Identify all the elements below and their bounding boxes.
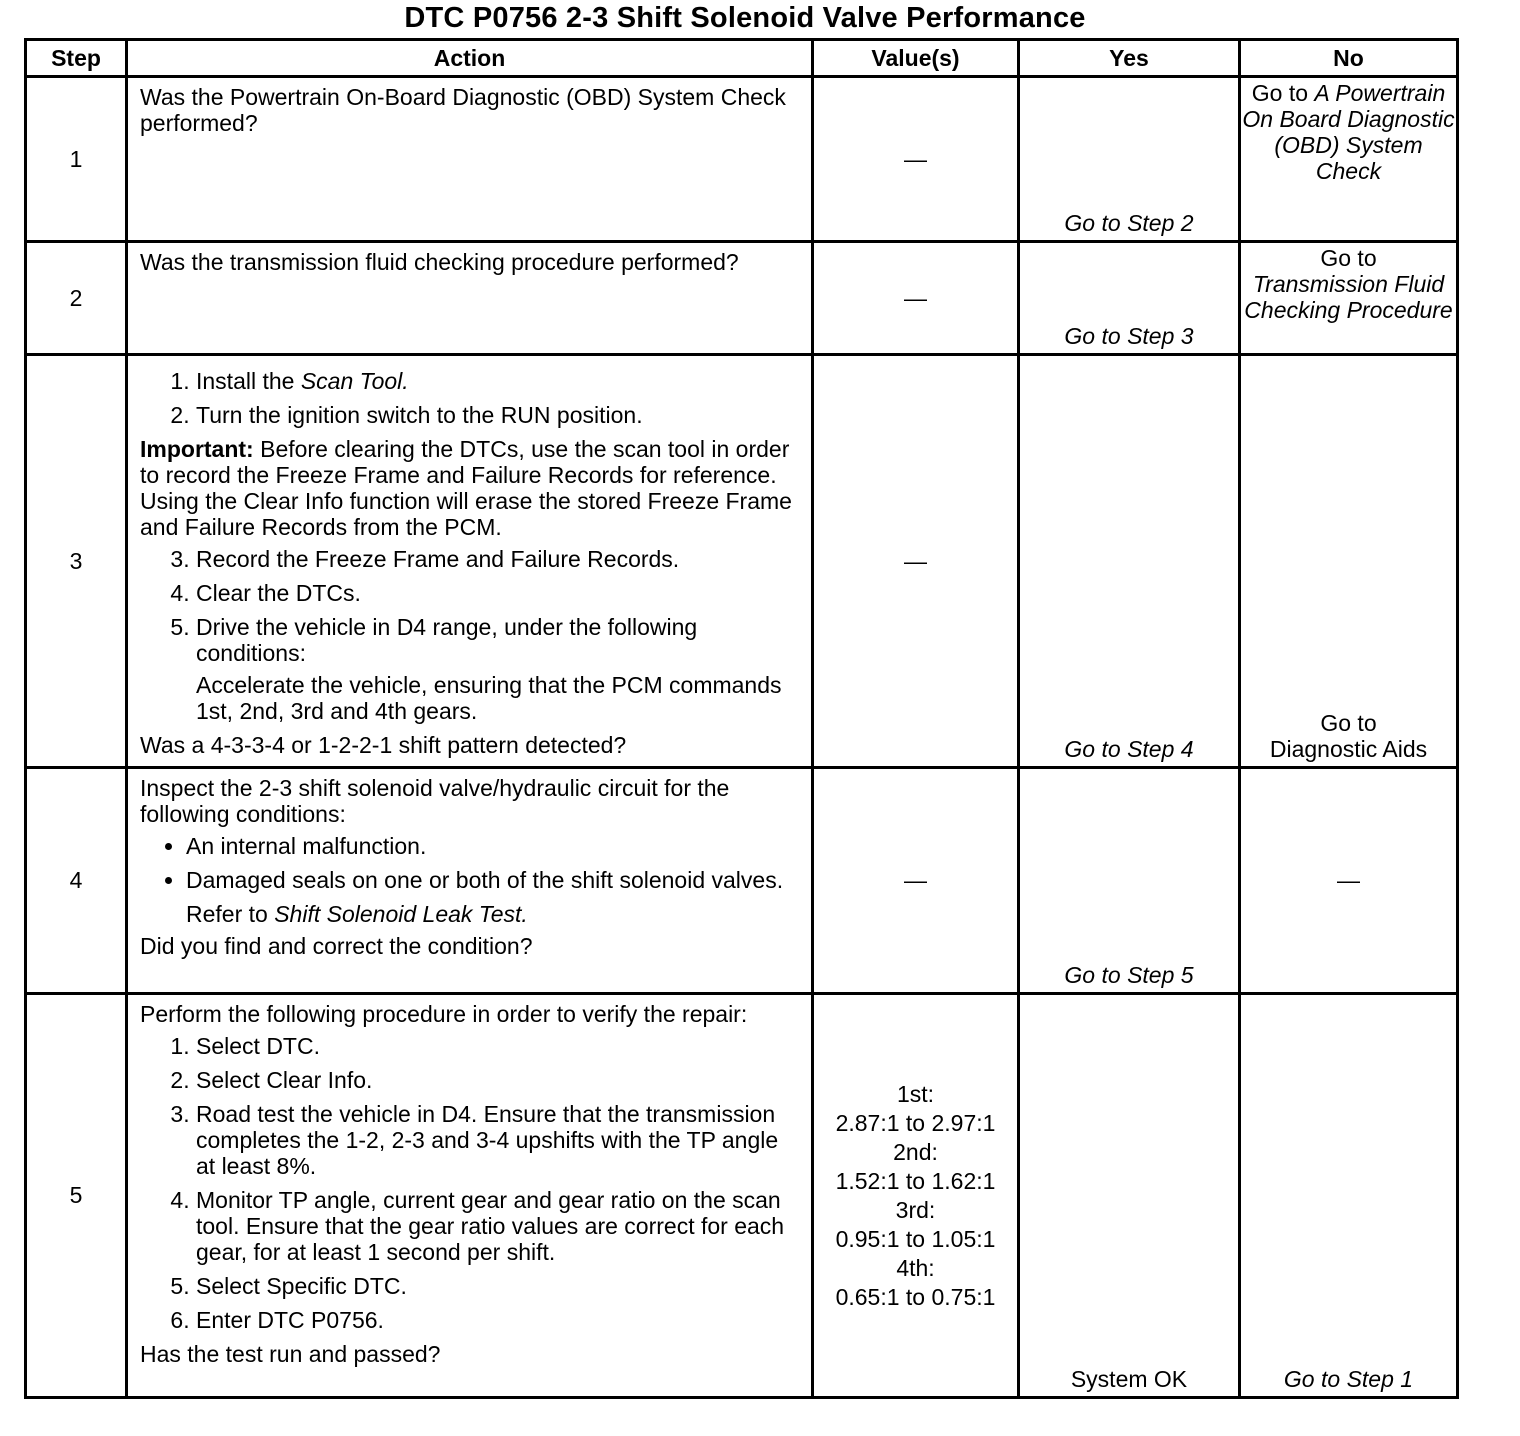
no-link[interactable]: Go to A Powertrain On Board Diagnostic (OBD) System Check: [1242, 80, 1455, 184]
action-cell: [127, 355, 813, 768]
header-yes: Yes: [1019, 40, 1240, 77]
gear-ratio-values: [814, 1080, 1017, 1312]
action-intro: Perform the following procedure in order to verify the repair:: [140, 1001, 748, 1027]
gear-ratio: 2.87:1 to 2.97:1: [835, 1109, 996, 1136]
header-action: Action: [127, 40, 813, 77]
question-text: Has the test run and passed?: [140, 1341, 441, 1367]
gear-label: 2nd:: [893, 1138, 938, 1165]
list-item: 6. Enter DTC P0756.: [196, 1307, 801, 1333]
list-item: 1. Select DTC.: [196, 1033, 801, 1059]
list-item: 5. Select Specific DTC.: [196, 1273, 801, 1299]
gear-label: 1st:: [896, 1080, 935, 1107]
no-link[interactable]: Go to Transmission Fluid Checking Procedure: [1244, 245, 1453, 323]
step-number: 2: [26, 242, 127, 355]
value-cell: —: [813, 242, 1019, 355]
yes-cell: [1019, 994, 1240, 1398]
action-text: Was the Powertrain On-Board Diagnostic (OBD) System Check performed?: [140, 84, 786, 136]
action-cell: [127, 768, 813, 994]
step-number: 3: [26, 355, 127, 768]
action-text: Was the transmission fluid checking procedure performed?: [140, 249, 739, 275]
list-item: • An internal malfunction.: [186, 833, 801, 859]
important-note: Important: Before clearing the DTCs, use the scan tool in order to record the Freeze Frame and Failure Records for reference. Using the Clear Info function will erase the stored Freeze Frame and Failure Records from the PCM.: [140, 436, 792, 540]
action-cell: [127, 994, 813, 1398]
table-row: [26, 77, 1458, 242]
yes-cell: [1019, 768, 1240, 994]
gear-label: 3rd:: [895, 1196, 936, 1223]
step-number: 5: [26, 994, 127, 1398]
header-no: No: [1240, 40, 1458, 77]
header-row: [26, 40, 1458, 77]
value-cell: [813, 994, 1019, 1398]
gear-ratio: 0.65:1 to 0.75:1: [835, 1283, 996, 1310]
action-cell: [127, 77, 813, 242]
yes-link[interactable]: Go to Step 5: [1064, 962, 1194, 988]
no-link[interactable]: Go to Diagnostic Aids: [1269, 710, 1428, 762]
step-number: 1: [26, 77, 127, 242]
list-item: 1. Install the Scan Tool.: [196, 368, 801, 394]
list-item: • Damaged seals on one or both of the shift solenoid valves.: [186, 867, 801, 893]
table-row: [26, 994, 1458, 1398]
no-cell: —: [1240, 768, 1458, 994]
value-cell: —: [813, 355, 1019, 768]
condition-list: [140, 833, 801, 893]
yes-link[interactable]: Go to Step 3: [1064, 323, 1194, 349]
action-cell: [127, 242, 813, 355]
procedure-list: [140, 1033, 801, 1333]
value-cell: —: [813, 768, 1019, 994]
table-row: [26, 768, 1458, 994]
yes-link[interactable]: Go to Step 4: [1064, 736, 1194, 762]
procedure-list: [140, 368, 801, 428]
action-intro: Inspect the 2-3 shift solenoid valve/hydraulic circuit for the following conditions:: [140, 775, 730, 827]
no-cell: [1240, 242, 1458, 355]
list-item: 3. Record the Freeze Frame and Failure Records.: [196, 546, 801, 572]
table-row: [26, 242, 1458, 355]
header-step: Step: [26, 40, 127, 77]
gear-label: 4th:: [896, 1254, 935, 1281]
refer-text: Refer to Shift Solenoid Leak Test.: [186, 901, 528, 927]
yes-cell: [1019, 77, 1240, 242]
list-item: 3. Road test the vehicle in D4. Ensure that the transmission completes the 1-2, 2-3 and 3-4 upshifts with the TP angle at least 8%.: [196, 1101, 801, 1179]
question-text: Did you find and correct the condition?: [140, 933, 533, 959]
no-cell: [1240, 77, 1458, 242]
no-link[interactable]: Go to Step 1: [1283, 1366, 1414, 1392]
list-item: 2. Select Clear Info.: [196, 1067, 801, 1093]
list-item: 5. Drive the vehicle in D4 range, under the following conditions: Accelerate the vehicle, ensuring that the PCM commands 1st, 2nd, 3rd and 4th gears.: [196, 614, 801, 724]
yes-cell: [1019, 242, 1240, 355]
diagnostic-table: [24, 38, 1459, 1399]
no-cell: [1240, 994, 1458, 1398]
yes-result: System OK: [1070, 1366, 1188, 1392]
yes-link[interactable]: Go to Step 2: [1064, 210, 1194, 236]
gear-ratio: 0.95:1 to 1.05:1: [835, 1225, 996, 1252]
page-title: DTC P0756 2-3 Shift Solenoid Valve Performance: [404, 2, 1086, 34]
no-cell: [1240, 355, 1458, 768]
list-item: 2. Turn the ignition switch to the RUN position.: [196, 402, 801, 428]
question-text: Was a 4-3-3-4 or 1-2-2-1 shift pattern detected?: [140, 732, 627, 758]
step-number: 4: [26, 768, 127, 994]
value-cell: —: [813, 77, 1019, 242]
gear-ratio: 1.52:1 to 1.62:1: [835, 1167, 996, 1194]
procedure-list: [140, 546, 801, 724]
header-values: Value(s): [813, 40, 1019, 77]
table-row: [26, 355, 1458, 768]
yes-cell: [1019, 355, 1240, 768]
list-item: 4. Monitor TP angle, current gear and gear ratio on the scan tool. Ensure that the gear ratio values are correct for each gear, for at least 1 second per shift.: [196, 1187, 801, 1265]
list-item: 4. Clear the DTCs.: [196, 580, 801, 606]
